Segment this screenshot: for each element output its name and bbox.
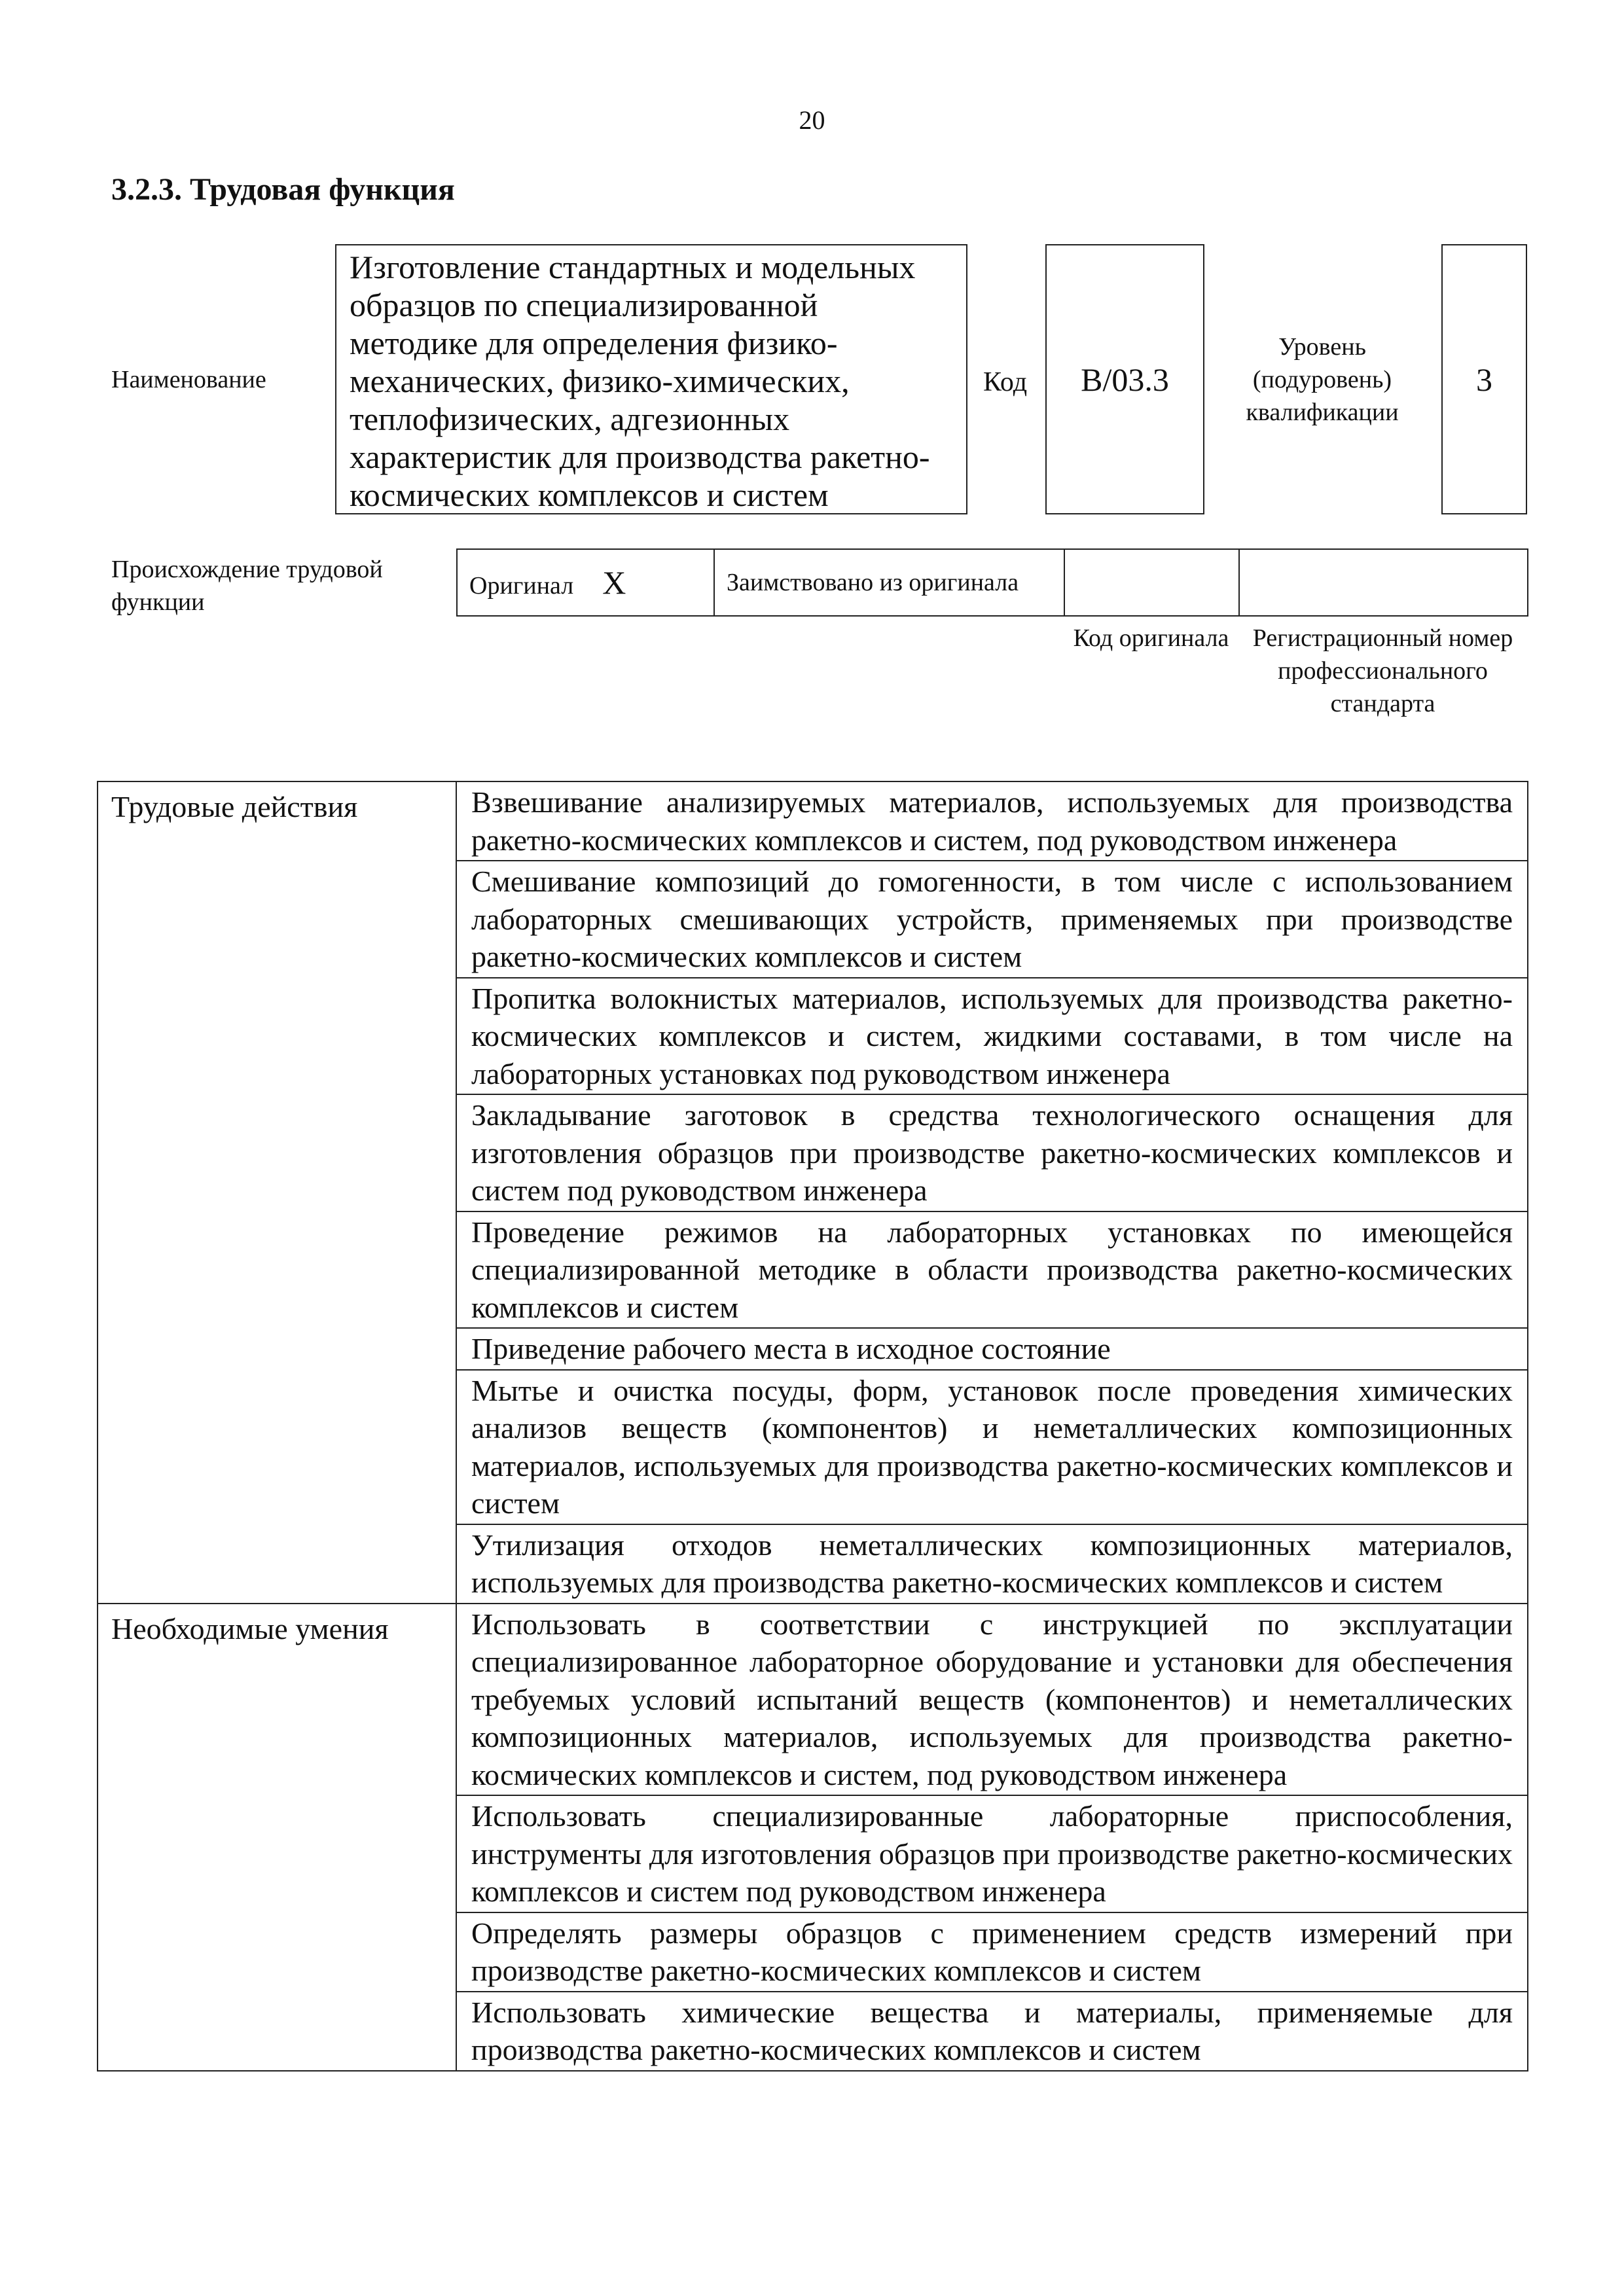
name-value: Изготовление стандартных и модельных образцов по специализированной методике для определения физико-механических, физико-химических, теплофизических, адгезионных характеристик для производства ракетно-космических комплексов и систем — [350, 249, 930, 513]
list-item: Пропитка волокнистых материалов, используемых для производства ракетно-космических комплексов и систем, жидкими составами, в том числе на лабораторных установках под руководством инженера — [457, 978, 1527, 1096]
original-label: Оригинал — [469, 571, 574, 600]
level-label: Уровень (подуровень) квалификации — [1246, 333, 1399, 426]
list-item: Утилизация отходов неметаллических композиционных материалов, используемых для производства ракетно-космических комплексов и систем — [471, 1528, 1513, 1599]
code-caption: Код оригинала — [1073, 624, 1229, 652]
list-item: Определять размеры образцов с применением средств измерений при производстве ракетно-космических комплексов и систем — [457, 1913, 1527, 1992]
origin-reg-cell — [1239, 549, 1528, 616]
origin-original-cell — [457, 549, 714, 616]
level-value-box — [1441, 244, 1527, 514]
list-item: Приведение рабочего места в исходное состояние — [457, 1329, 1527, 1371]
origin-table — [456, 548, 1528, 617]
list-item: Закладывание заготовок в средства технологического оснащения для изготовления образцов при производстве ракетно-космических комплексов и систем под руководством инженера — [457, 1095, 1527, 1212]
code-value: В/03.3 — [1081, 361, 1169, 398]
reg-caption: Регистрационный номер профессионального стандарта — [1252, 624, 1513, 717]
section-items — [456, 1604, 1528, 2071]
code-value-box — [1045, 244, 1204, 514]
section-label: Необходимые умения — [98, 1604, 456, 2071]
list-item: Смешивание композиций до гомогенности, в том числе с использованием лабораторных смешивающих устройств, применяемых при производстве ракетно-космических комплексов и систем — [457, 861, 1527, 978]
page-number: 20 — [799, 105, 825, 135]
competency-table — [97, 781, 1528, 2072]
table-row — [98, 1604, 1528, 2071]
list-item: Проведение режимов на лабораторных установках по имеющейся специализированной методике в области производства ракетно-космических комплексов и систем — [457, 1212, 1527, 1329]
section-items — [456, 781, 1528, 1604]
level-value: 3 — [1476, 361, 1492, 398]
list-item: Мытье и очистка посуды, форм, установок после проведения химических анализов веществ (компонентов) и неметаллических композиционных материалов, используемых для производства ракетно-космических комплексов и систем — [457, 1371, 1527, 1525]
origin-label: Происхождение трудовой функции — [111, 556, 383, 616]
list-item: Использовать в соответствии с инструкцией по эксплуатации специализированное лабораторное оборудование и установки для обеспечения требуемых условий испытаний веществ (компонентов) и неметаллических композиционных материалов, используемых для производства ракетно-космических комплексов и систем, под руководством инженера — [457, 1604, 1527, 1797]
borrowed-label: Заимствовано из оригинала — [714, 549, 1064, 616]
table-row — [98, 781, 1528, 1604]
name-label: Наименование — [111, 366, 266, 393]
list-item: Использовать химические вещества и материалы, применяемые для производства ракетно-космических комплексов и систем — [471, 1995, 1513, 2066]
name-value-box — [335, 244, 967, 514]
list-item: Взвешивание анализируемых материалов, используемых для производства ракетно-космических комплексов и систем, под руководством инженера — [457, 782, 1527, 861]
code-label: Код — [983, 367, 1028, 397]
list-item: Использовать специализированные лабораторные приспособления, инструменты для изготовления образцов при производстве ракетно-космических комплексов и систем под руководством инженера — [457, 1796, 1527, 1913]
section-title: 3.2.3. Трудовая функция — [111, 172, 455, 207]
section-label: Трудовые действия — [98, 781, 456, 1604]
origin-code-cell — [1064, 549, 1239, 616]
original-mark: X — [602, 564, 626, 601]
